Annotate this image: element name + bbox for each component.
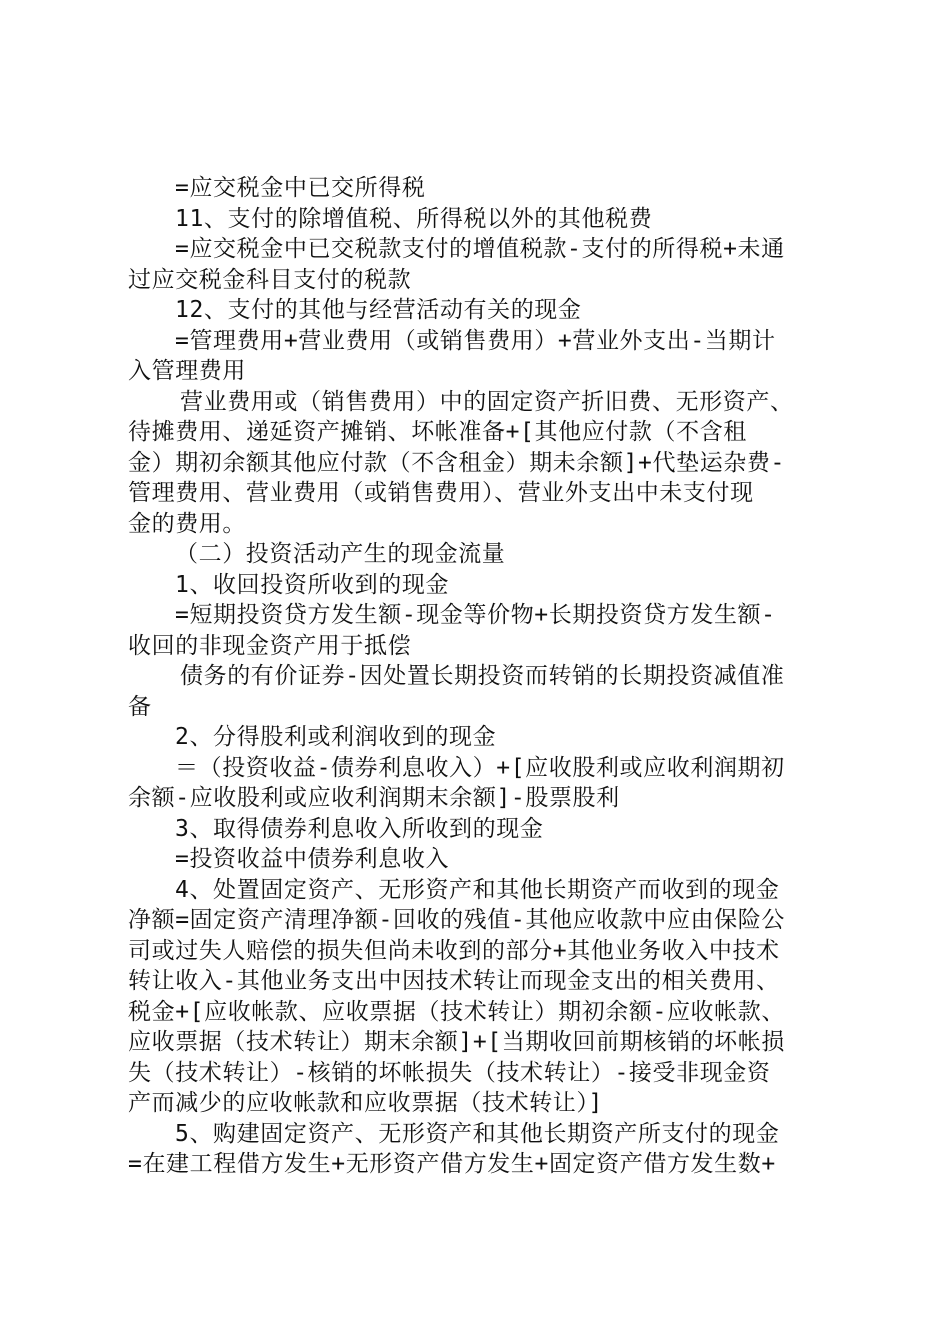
text-line: =短期投资贷方发生额-现金等价物+长期投资贷方发生额- — [175, 602, 776, 628]
text-line: 转让收入-其他业务支出中因技术转让而现金支出的相关费用、 — [128, 968, 780, 994]
text-line: 债务的有价证券-因处置长期投资而转销的长期投资减值准 — [180, 663, 785, 689]
text-line: ＝（投资收益-债券利息收入）+[应收股利或应收利润期初 — [175, 754, 785, 781]
text-line: 净额=固定资产清理净额-回收的残值-其他应收款中应由保险公 — [128, 907, 785, 933]
text-line: 2、分得股利或利润收到的现金 — [175, 724, 497, 750]
text-line: 管理费用、营业费用（或销售费用）、营业外支出中未支付现 — [128, 480, 754, 506]
text-line: =在建工程借方发生+无形资产借方发生+固定资产借方发生数+ — [128, 1151, 776, 1177]
text-line: 3、取得债券利息收入所收到的现金 — [175, 815, 544, 842]
text-line: 应收票据（技术转让）期末余额]+[当期收回前期核销的坏帐损 — [128, 1029, 785, 1055]
text-line: 过应交税金科目支付的税款 — [128, 266, 412, 293]
text-line: 金）期初余额其他应付款（不含租金）期未余额]+代垫运杂费- — [128, 449, 785, 476]
text-line: =管理费用+营业费用（或销售费用）+营业外支出-当期计 — [175, 327, 776, 354]
text-line: 收回的非现金资产用于抵偿 — [128, 632, 412, 659]
text-line: 入管理费用 — [128, 358, 246, 384]
text-line: =应交税金中已交所得税 — [175, 175, 426, 201]
text-line: 失（技术转让）-核销的坏帐损失（技术转让）-接受非现金资 — [128, 1059, 771, 1086]
document-body — [128, 173, 830, 1180]
section-heading: （二）投资活动产生的现金流量 — [175, 541, 506, 567]
text-line: 11、支付的除增值税、所得税以外的其他税费 — [175, 205, 653, 232]
text-line: 金的费用。 — [128, 510, 246, 537]
text-line: =投资收益中债券利息收入 — [175, 846, 450, 872]
text-line: 1、收回投资所收到的现金 — [175, 571, 450, 598]
text-line: 营业费用或（销售费用）中的固定资产折旧费、无形资产、 — [180, 388, 794, 415]
text-line: 备 — [128, 693, 152, 720]
text-line: 余额-应收股利或应收利润期末余额]-股票股利 — [128, 785, 620, 811]
text-line: 产而减少的应收帐款和应收票据（技术转让）] — [128, 1090, 603, 1116]
text-line: 4、处置固定资产、无形资产和其他长期资产而收到的现金 — [175, 876, 780, 903]
text-line: 税金+[应收帐款、应收票据（技术转让）期初余额-应收帐款、 — [128, 998, 785, 1025]
text-line: =应交税金中已交税款支付的增值税款-支付的所得税+未通 — [175, 236, 785, 262]
text-line: 司或过失人赔偿的损失但尚未收到的部分+其他业务收入中技术 — [128, 937, 780, 964]
text-line: 12、支付的其他与经营活动有关的现金 — [175, 297, 582, 323]
text-line: 待摊费用、递延资产摊销、坏帐准备+[其他应付款（不含租 — [128, 419, 747, 445]
text-line: 5、购建固定资产、无形资产和其他长期资产所支付的现金 — [175, 1120, 780, 1147]
